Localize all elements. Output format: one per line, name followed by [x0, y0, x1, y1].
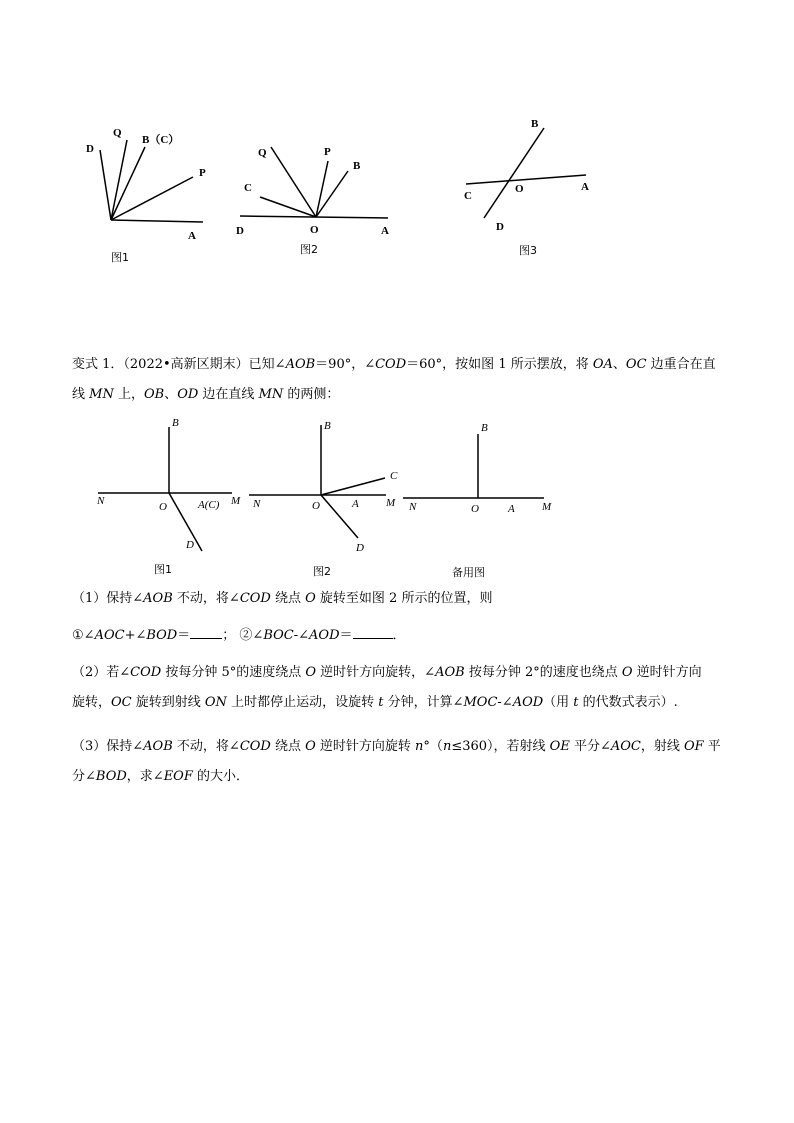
label-d: D — [356, 542, 364, 554]
label-d: D — [186, 539, 194, 551]
label-n: N — [409, 501, 417, 513]
label-a: A — [381, 225, 389, 237]
label-p: P — [324, 146, 331, 158]
label-b: B — [531, 118, 539, 130]
label-c: C — [390, 470, 398, 482]
label-ac: A(C) — [198, 499, 220, 511]
label-b: B — [353, 160, 361, 172]
label-b: B — [481, 422, 488, 434]
label-q: Q — [258, 147, 267, 159]
label-o: O — [159, 501, 167, 513]
figure-caption: 图1 — [111, 251, 129, 264]
label-o: O — [310, 224, 319, 236]
question-2: （2）若∠COD 按每分钟 5°的速度绕点 O 逆时针方向旋转，∠AOB 按每分钟 2°的速度也绕点 O 逆时针方向 旋转，OC 旋转到射线 ON 上时都停止运动，设旋转 t 分钟，计算∠MOC-∠AOD（用 t 的代数式表示）. — [72, 665, 702, 710]
label-m: M — [231, 495, 241, 507]
label-o: O — [312, 500, 320, 512]
answer-blank-2[interactable] — [353, 624, 393, 639]
label-b: B — [172, 417, 179, 429]
label-n: N — [253, 498, 261, 510]
label-o: O — [515, 183, 524, 195]
label-d: D — [496, 221, 504, 233]
figure-caption: 图1 — [154, 563, 172, 576]
label-a: A — [188, 230, 196, 242]
mid-figure-2 — [249, 420, 398, 578]
question-1-subparts: ①∠AOC+∠BOD＝ ； ②∠BOC-∠AOD＝ ． — [72, 621, 732, 651]
label-a: A — [352, 498, 359, 510]
label-m: M — [542, 501, 552, 513]
figure-caption: 图2 — [313, 565, 331, 578]
label-a: A — [581, 181, 589, 193]
label-p: P — [199, 167, 206, 179]
label-d: D — [86, 143, 94, 155]
label-bc: B（C） — [142, 134, 180, 146]
label-c: C — [464, 190, 472, 202]
label-o: O — [471, 503, 479, 515]
label-a: A — [508, 503, 515, 515]
figure-caption: 图2 — [300, 243, 318, 256]
label-c: C — [244, 182, 252, 194]
label-b: B — [324, 420, 331, 432]
ray-oc — [321, 478, 385, 495]
problem-statement: 变式 1．（2022•高新区期末）已知∠AOB＝90°，∠COD＝60°，按如图 1 所示摆放，将 OA、OC 边重合在直 线 MN 上，OB、OD 边在直线 MN 的两侧： — [72, 357, 716, 402]
figure-caption: 图3 — [519, 244, 537, 257]
question-3: （3）保持∠AOB 不动，将∠COD 绕点 O 逆时针方向旋转 n°（n≤360），若射线 OE 平分∠AOC，射线 OF 平 分∠BOD，求∠EOF 的大小． — [72, 739, 721, 784]
mid-figure-spare — [403, 422, 552, 579]
label-q: Q — [113, 127, 122, 139]
answer-blank-1[interactable] — [190, 624, 222, 639]
question-1: （1）保持∠AOB 不动，将∠COD 绕点 O 旋转至如图 2 所示的位置，则 — [72, 591, 493, 606]
label-d: D — [236, 225, 244, 237]
label-m: M — [386, 497, 396, 509]
label-n: N — [97, 495, 105, 507]
figure-caption: 备用图 — [452, 566, 485, 579]
mid-figure-1 — [96, 417, 241, 576]
